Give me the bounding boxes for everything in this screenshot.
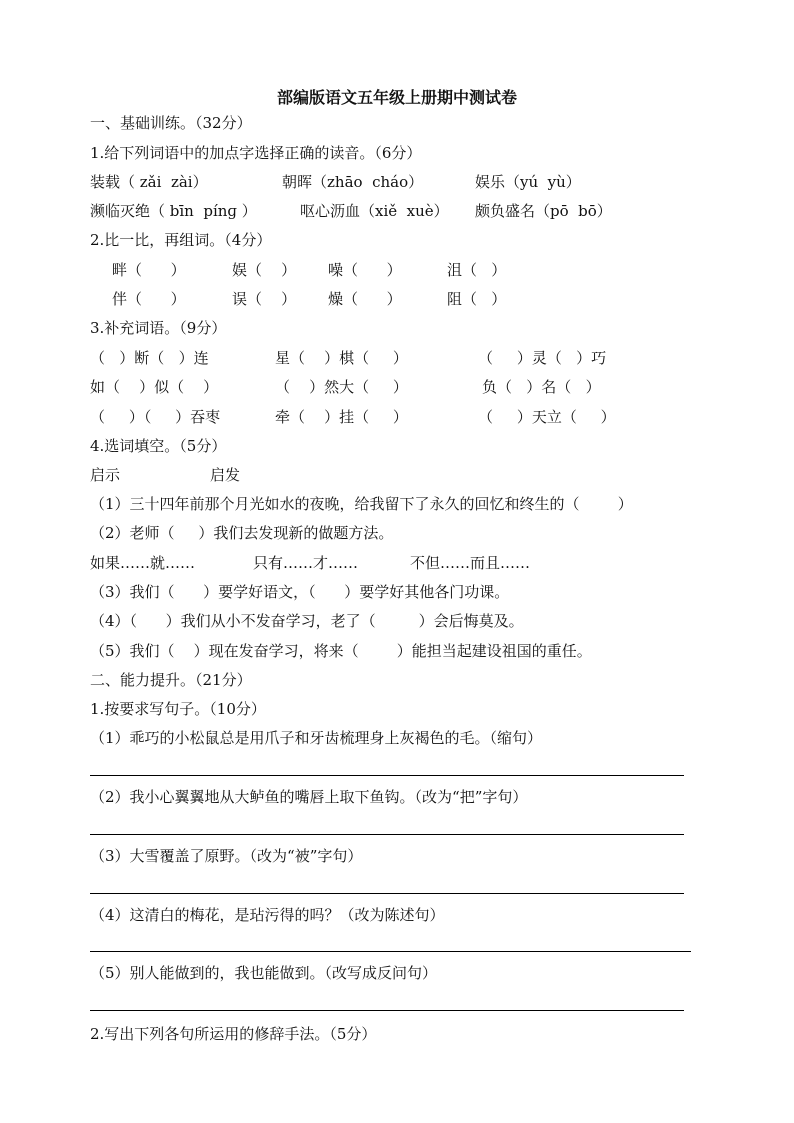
answer-line[interactable] [90,951,691,952]
q2-heading: 2.比一比，再组词。（4分） [90,231,272,249]
q1-item: 呕心沥血（xiě xuè） [300,202,449,220]
q2-item: 娱（ ） [232,261,297,279]
q3-item: 牵（ ）挂（ ） [275,408,408,426]
q1-item: 濒临灭绝（ bīn pínɡ ） [90,202,257,220]
word-option: 如果……就…… [90,554,196,572]
q2-item: 沮（ ） [447,261,507,279]
word-option: 启示 [90,466,121,484]
rewrite-prompt: （3）大雪覆盖了原野。（改为“被”字句） [90,847,363,865]
rewrite-prompt: （5）别人能做到的，我也能做到。（改写成反问句） [90,964,438,982]
q4-heading: 4.选词填空。（5分） [90,437,227,455]
page-title: 部编版语文五年级上册期中测试卷 [276,88,517,107]
q3-item: 星（ ）棋（ ） [275,349,408,367]
rewrite-prompt: （2）我小心翼翼地从大鲈鱼的嘴唇上取下鱼钩。（改为“把”字句） [90,788,528,806]
q2-item: 噪（ ） [328,261,402,279]
section1-heading: 一、基础训练。（32分） [90,114,252,132]
answer-line[interactable] [90,775,684,776]
q3-item: （ ）（ ）吞枣 [90,408,221,426]
q4-sentence: （1）三十四年前那个月光如水的夜晚，给我留下了永久的回忆和终生的（ ） [90,495,633,513]
section2-heading: 二、能力提升。（21分） [90,671,252,689]
q1-item: 娱乐（yú yù） [475,173,581,191]
q1-item: 朝晖（zhāo cháo） [282,173,424,191]
rewrite-prompt: （1）乖巧的小松鼠总是用爪子和牙齿梳理身上灰褐色的毛。（缩句） [90,729,543,747]
q2-item: 畔（ ） [112,261,186,279]
q4-sentence: （5）我们（ ）现在发奋学习，将来（ ）能担当起建设祖国的重任。 [90,642,592,660]
q1-item: 装载（ zǎi zài） [90,173,208,191]
word-option: 不但……而且…… [410,554,531,572]
rewrite-prompt: （4）这清白的梅花，是玷污得的吗？（改为陈述句） [90,906,445,924]
q2-item: 阻（ ） [447,290,507,308]
q1-item: 颇负盛名（pō bō） [475,202,612,220]
q3-heading: 3.补充词语。（9分） [90,319,227,337]
s2-q2-heading: 2.写出下列各句所运用的修辞手法。（5分） [90,1025,377,1043]
q3-item: 如（ ）似（ ） [90,378,219,396]
q1-heading: 1.给下列词语中的加点字选择正确的读音。（6分） [90,144,422,162]
word-option: 启发 [210,466,241,484]
q4-sentence: （2）老师（ ）我们去发现新的做题方法。 [90,524,394,542]
q4-sentence: （3）我们（ ）要学好语文，（ ）要学好其他各门功课。 [90,583,510,601]
q2-item: 伴（ ） [112,290,186,308]
answer-line[interactable] [90,1010,684,1011]
q2-item: 误（ ） [232,290,297,308]
word-option: 只有……才…… [253,554,359,572]
answer-line[interactable] [90,834,684,835]
q3-item: （ ）灵（ ）巧 [478,349,607,367]
q2-item: 燥（ ） [328,290,402,308]
q4-sentence: （4）（ ）我们从小不发奋学习，老了（ ）会后悔莫及。 [90,612,524,630]
q3-item: 负（ ）名（ ） [482,378,601,396]
q3-item: （ ）断（ ）连 [90,349,209,367]
answer-line[interactable] [90,893,684,894]
q3-item: （ ）天立（ ） [478,408,616,426]
s2-q1-heading: 1.按要求写句子。（10分） [90,700,266,718]
q3-item: （ ）然大（ ） [275,378,408,396]
